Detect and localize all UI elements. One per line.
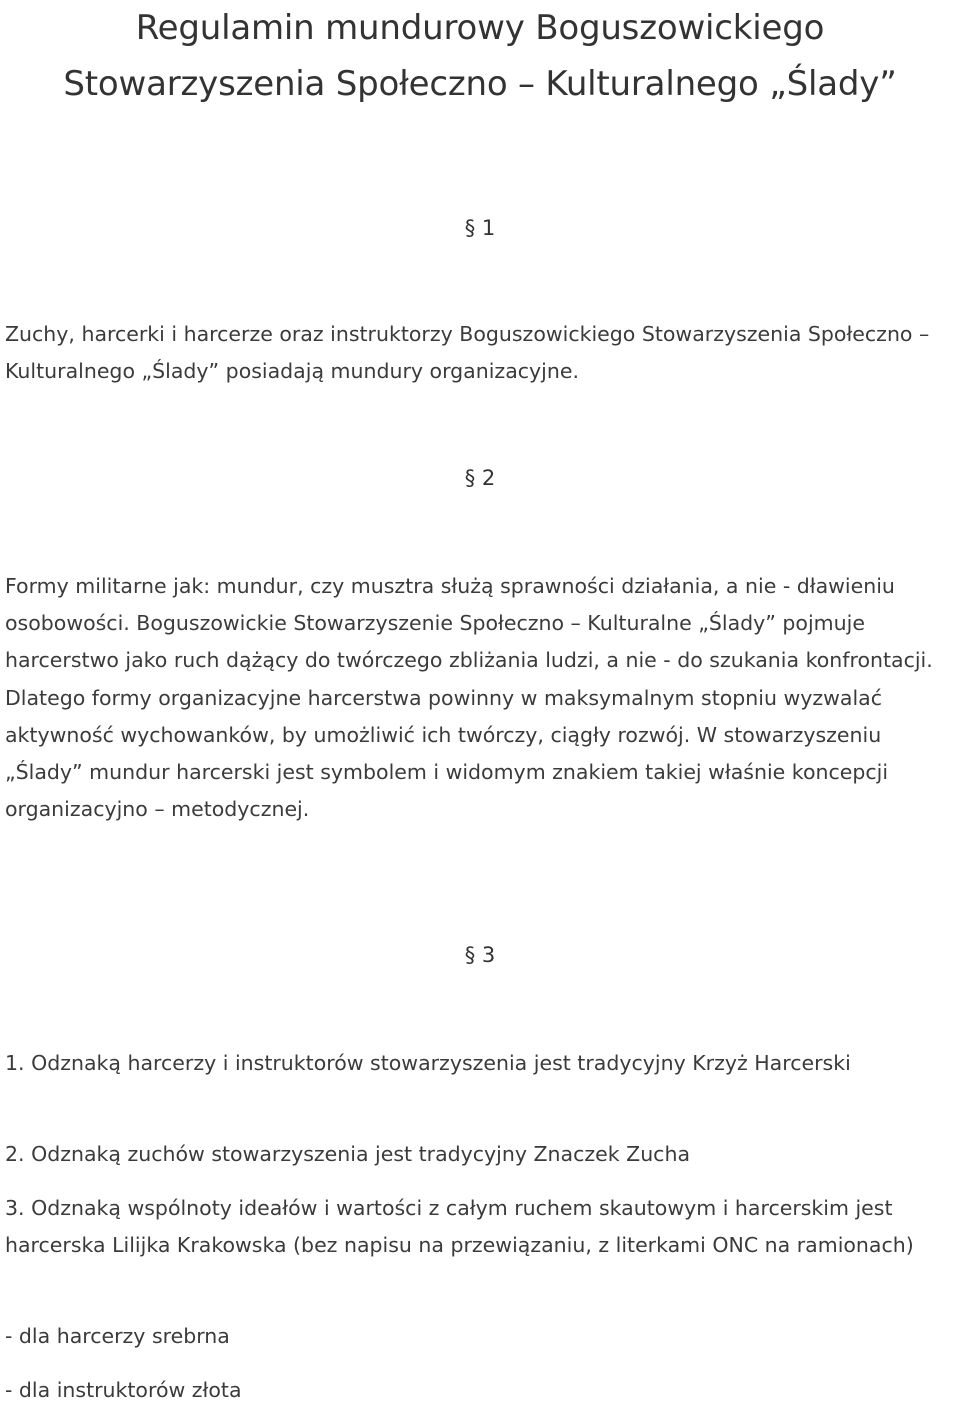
section-2-heading: § 2 [464,466,496,490]
section-1-heading: § 1 [464,216,496,240]
document-title: Regulamin mundurowy Boguszowickiego Stowarzyszenia Społeczno – Kulturalnego „Ślady” [63,8,897,104]
section-3-heading: § 3 [464,943,496,967]
section-3-item-1: 1. Odznaką harcerzy i instruktorów stowarzyszenia jest tradycyjny Krzyż Harcerski [5,1051,851,1075]
section-1-paragraph: Zuchy, harcerki i harcerze oraz instruktorzy Boguszowickiego Stowarzyszenia Społeczno – Kulturalnego „Ślady” posiadają mundury organizacyjne. [5,322,930,384]
section-3-item-3: 3. Odznaką wspólnoty ideałów i wartości z całym ruchem skautowym i harcerskim jest harcerska Lilijka Krakowska (bez napisu na przewiązaniu, z literkami ONC na ramionach) [5,1196,914,1257]
section-3-item-2: 2. Odznaką zuchów stowarzyszenia jest tradycyjny Znaczek Zucha [5,1142,691,1166]
section-2-paragraph: Formy militarne jak: mundur, czy musztra służą sprawności działania, a nie - dławieniu osobowości. Boguszowickie Stowarzyszenie Społeczno – Kulturalne „Ślady” pojmuje harcerstwo jako ruch dążący do twórczego zbliżania ludzi, a nie - do szukania konfrontacji. Dlatego formy organizacyjne harcerstwa powinny w maksymalnym stopniu wyzwalać aktywność wychowanków, by umożliwić ich twórczy, ciągły rozwój. W stowarzyszeniu „Ślady” mundur harcerski jest symbolem i widomym znakiem takiej właśnie koncepcji organizacyjno – metodycznej. [5,574,933,822]
section-3-item-5: - dla instruktorów złota [5,1378,242,1402]
section-3-item-4: - dla harcerzy srebrna [5,1324,230,1348]
